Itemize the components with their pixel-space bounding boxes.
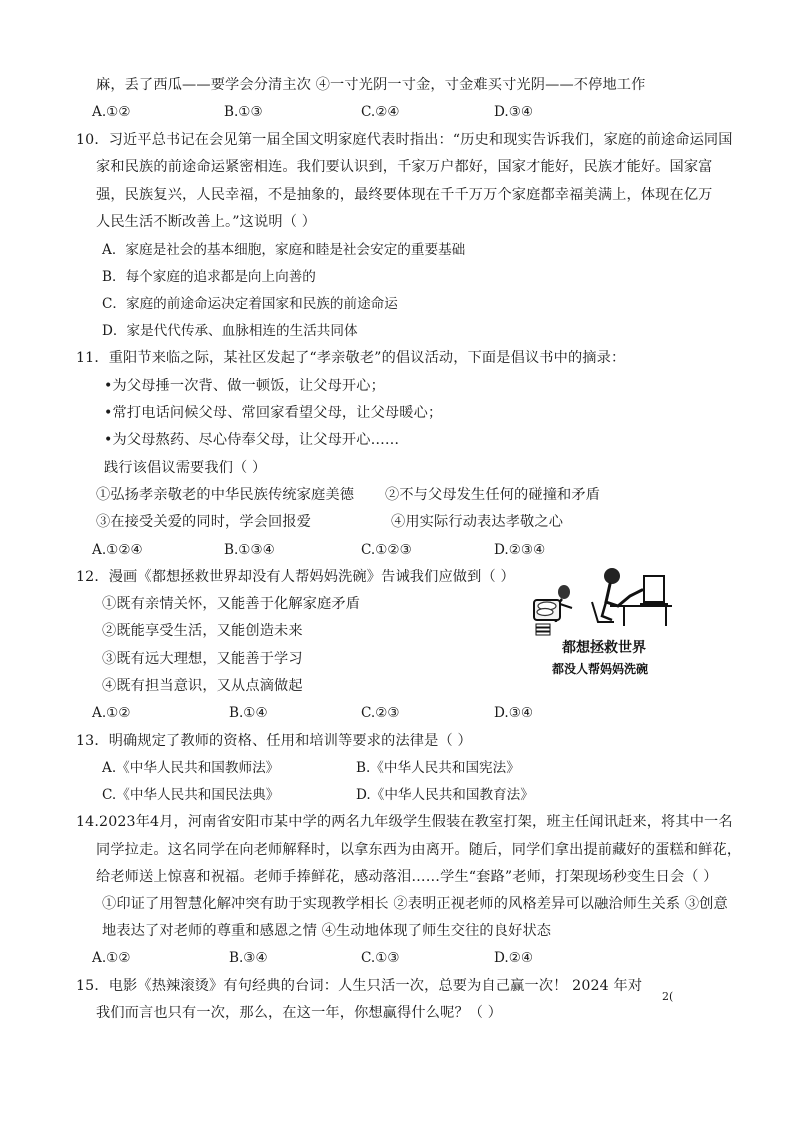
q9-option-a: A.①② bbox=[92, 104, 131, 120]
q10-line-3: 强，民族复兴，人民幸福，不是抽象的，最终要体现在千千万万个家庭都幸福美满上，体现在亿万 bbox=[96, 187, 713, 203]
mother-head-shape bbox=[558, 585, 570, 599]
q12-statement-2: ②既能享受生活，又能创造未来 bbox=[102, 623, 303, 639]
q11-statement-2: ②不与父母发生任何的碰撞和矛盾 bbox=[385, 487, 601, 503]
q9-option-d: D.③④ bbox=[494, 104, 534, 120]
q14-line-1: 14.2023年4月，河南省安阳市某中学的两名九年级学生假装在教室打架，班主任闻讯赶来，将其中一名 bbox=[76, 814, 733, 830]
q12-option-c: C.②③ bbox=[361, 705, 400, 721]
q12-statement-1: ①既有亲情关怀，又能善于化解家庭矛盾 bbox=[102, 596, 361, 612]
cartoon-caption-2: 都没人帮妈妈洗碗 bbox=[552, 662, 649, 676]
q11-statement-3: ③在接受关爱的同时，学会回报爱 bbox=[96, 514, 312, 530]
q10-option-a: A．家庭是社会的基本细胞，家庭和睦是社会安定的重要基础 bbox=[102, 242, 466, 258]
q12-stem: 12．漫画《都想拯救世界却没有人帮妈妈洗碗》告诫我们应做到（ ） bbox=[76, 569, 515, 585]
q11-bullet-2: •常打电话问候父母、常回家看望父母，让父母暖心； bbox=[104, 405, 443, 421]
q13-option-d: D.《中华人民共和国教育法》 bbox=[356, 787, 534, 803]
q12-option-b: B.①④ bbox=[229, 705, 268, 721]
monitor-shape bbox=[644, 576, 664, 602]
q14-option-c: C.①③ bbox=[361, 950, 400, 966]
q11-question: 践行该倡议需要我们（ ） bbox=[104, 460, 267, 476]
q10-line-4: 人民生活不断改善上。”这说明（ ） bbox=[96, 214, 317, 230]
q10-line-2: 家和民族的前途命运紧密相连。我们要认识到，千家万户都好，国家才能好，民族才能好。国家富 bbox=[96, 159, 713, 175]
q10-option-c: C．家庭的前途命运决定着国家和民族的前途命运 bbox=[102, 296, 398, 312]
q11-statement-4: ④用实际行动表达孝敬之心 bbox=[391, 514, 564, 530]
q15-line-1: 15．电影《热辣滚烫》有句经典的台词：人生只活一次，总要为自己赢一次！ 2024 年对 bbox=[76, 978, 643, 994]
q12-statement-3: ③既有远大理想，又能善于学习 bbox=[102, 651, 303, 667]
q12-statement-4: ④既有担当意识，又从点滴做起 bbox=[102, 678, 303, 694]
q11-option-a: A.①②④ bbox=[92, 542, 143, 558]
q13-option-b: B.《中华人民共和国宪法》 bbox=[356, 760, 520, 776]
q14-option-b: B.③④ bbox=[229, 950, 268, 966]
q12-option-d: D.③④ bbox=[494, 705, 534, 721]
q10-option-d: D．家是代代传承、血脉相连的生活共同体 bbox=[102, 323, 358, 339]
q14-option-d: D.②④ bbox=[494, 950, 534, 966]
q9-option-b: B.①③ bbox=[224, 104, 263, 120]
q11-option-d: D.②③④ bbox=[494, 542, 546, 558]
q14-line-4: ①印证了用智慧化解冲突有助于实现教学相长 ②表明正视老师的风格差异可以融洽师生关系 ③创意 bbox=[102, 896, 728, 912]
cartoon-caption-1: 都想拯救世界 bbox=[562, 640, 646, 656]
cartoon-image bbox=[532, 566, 678, 682]
q9-option-c: C.②④ bbox=[361, 104, 400, 120]
page-number: 2( bbox=[662, 990, 674, 1003]
q10-line-1: 10．习近平总书记在会见第一届全国文明家庭代表时指出：“历史和现实告诉我们，家庭的前途命运同国 bbox=[76, 132, 733, 148]
q12-option-a: A.①② bbox=[92, 705, 131, 721]
q14-line-2: 同学拉走。这名同学在向老师解释时，以拿东西为由离开。随后，同学们拿出提前藏好的蛋糕和鲜花， bbox=[96, 842, 742, 858]
q13-stem: 13．明确规定了教师的资格、任用和培训等要求的法律是（ ） bbox=[76, 733, 472, 749]
q11-stem: 11．重阳节来临之际，某社区发起了“孝亲敬老”的倡议活动，下面是倡议书中的摘录： bbox=[76, 350, 626, 366]
q11-statement-1: ①弘扬孝亲敬老的中华民族传统家庭美德 bbox=[96, 487, 355, 503]
q11-bullet-3: •为父母熬药、尽心侍奉父母，让父母开心…… bbox=[104, 432, 400, 448]
q11-bullet-1: •为父母捶一次背、做一顿饭，让父母开心； bbox=[104, 378, 385, 394]
q13-option-c: C.《中华人民共和国民法典》 bbox=[102, 787, 280, 803]
q15-line-2: 我们而言也只有一次，那么，在这一年，你想赢得什么呢？（ ） bbox=[96, 1005, 503, 1021]
person-head-shape bbox=[604, 568, 620, 584]
q14-option-a: A.①② bbox=[92, 950, 131, 966]
q9-continued-text: 麻，丢了西瓜——要学会分清主次 ④一寸光阴一寸金，寸金难买寸光阴——不停地工作 bbox=[96, 77, 646, 93]
q14-line-5: 地表达了对老师的尊重和感恩之情 ④生动地体现了师生交往的良好状态 bbox=[102, 923, 552, 939]
q14-line-3: 给老师送上惊喜和祝福。老师手捧鲜花，感动落泪……学生“套路”老师，打架现场秒变生日会（ ） bbox=[96, 869, 718, 885]
dish-stack-icon bbox=[536, 624, 550, 635]
q13-option-a: A.《中华人民共和国教师法》 bbox=[102, 760, 280, 776]
q10-option-b: B．每个家庭的追求都是向上向善的 bbox=[102, 269, 316, 285]
q11-option-b: B.①③④ bbox=[224, 542, 275, 558]
q11-option-c: C.①②③ bbox=[361, 542, 412, 558]
